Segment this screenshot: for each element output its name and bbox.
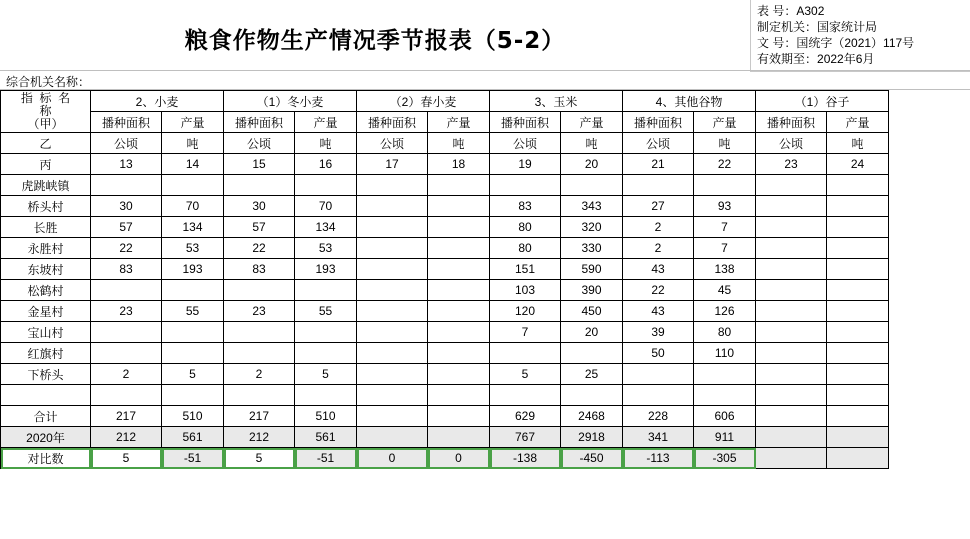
cell[interactable] [91,175,162,196]
subheader-0-0: 播种面积 [91,112,162,133]
cell[interactable]: 7 [694,217,756,238]
unit-cell-9: 吨 [694,133,756,154]
cell[interactable] [756,238,827,259]
cell[interactable]: 55 [295,301,357,322]
unit-cell-11: 吨 [827,133,889,154]
row-label[interactable] [1,385,91,406]
cell[interactable] [357,301,428,322]
cell[interactable]: 510 [295,406,357,427]
cell[interactable]: 43 [623,259,694,280]
cell[interactable] [91,343,162,364]
cell[interactable] [357,217,428,238]
cell[interactable]: 330 [561,238,623,259]
row-label[interactable]: 桥头村 [1,196,91,217]
cell[interactable] [428,280,490,301]
cell[interactable] [428,364,490,385]
row-label[interactable]: 宝山村 [1,322,91,343]
row-label[interactable]: 红旗村 [1,343,91,364]
data-table [0,90,889,469]
cell[interactable] [428,322,490,343]
row-label[interactable]: 长胜 [1,217,91,238]
cell[interactable] [756,343,827,364]
cell[interactable] [827,259,889,280]
cell[interactable]: 27 [623,196,694,217]
cell[interactable]: 23 [91,301,162,322]
subheader-4-0: 播种面积 [623,112,694,133]
cell[interactable]: 590 [561,259,623,280]
cell[interactable]: 22 [91,238,162,259]
cell[interactable]: 193 [162,259,224,280]
cell[interactable]: 30 [224,196,295,217]
cell[interactable] [162,385,224,406]
group-header-0: 2、小麦 [91,91,224,112]
cell[interactable] [428,427,490,448]
cell[interactable] [490,343,561,364]
table-group-header-row [1,91,889,112]
cell[interactable]: 126 [694,301,756,322]
cell[interactable] [428,301,490,322]
subheader-4-1: 产量 [694,112,756,133]
unit-cell-3: 吨 [295,133,357,154]
unit-cell-2: 公顷 [224,133,295,154]
cell[interactable] [357,196,428,217]
cell[interactable] [694,385,756,406]
row-label[interactable]: 2020年 [1,427,91,448]
cell[interactable] [756,427,827,448]
index-cell-2: 15 [224,154,295,175]
cell[interactable]: 23 [224,301,295,322]
table-row[interactable] [1,175,889,196]
cell[interactable] [756,448,827,469]
cell[interactable]: -138 [490,448,561,469]
cell[interactable] [756,322,827,343]
meta-label-0: 表 号： [757,4,797,18]
table-row-total[interactable] [1,406,889,427]
table-row-prev-year[interactable] [1,427,889,448]
cell[interactable]: 2468 [561,406,623,427]
cell[interactable]: 53 [162,238,224,259]
table-row[interactable] [1,259,889,280]
index-cell-3: 16 [295,154,357,175]
cell[interactable] [694,364,756,385]
cell[interactable] [428,175,490,196]
cell[interactable] [224,280,295,301]
meta-row-3 [757,51,966,67]
cell[interactable]: 120 [490,301,561,322]
cell[interactable]: 2 [623,217,694,238]
cell[interactable]: 134 [295,217,357,238]
cell[interactable] [623,364,694,385]
row-label[interactable]: 合计 [1,406,91,427]
row-label[interactable]: 永胜村 [1,238,91,259]
table-row-difference[interactable] [1,448,889,469]
row-label[interactable]: 下桥头 [1,364,91,385]
table-row[interactable] [1,217,889,238]
cell[interactable]: 70 [162,196,224,217]
cell[interactable]: 212 [91,427,162,448]
cell[interactable]: 510 [162,406,224,427]
cell[interactable] [827,322,889,343]
index-cell-4: 17 [357,154,428,175]
stub-header-line2: 称 [39,104,52,118]
cell[interactable] [756,280,827,301]
cell[interactable] [357,175,428,196]
cell[interactable] [428,196,490,217]
cell[interactable]: 93 [694,196,756,217]
cell[interactable]: 911 [694,427,756,448]
cell[interactable]: 80 [694,322,756,343]
cell[interactable] [428,406,490,427]
cell[interactable]: 83 [224,259,295,280]
cell[interactable]: 228 [623,406,694,427]
cell[interactable] [224,343,295,364]
cell[interactable] [428,385,490,406]
cell[interactable]: 217 [91,406,162,427]
cell[interactable] [357,322,428,343]
cell[interactable] [428,343,490,364]
index-cell-11: 24 [827,154,889,175]
cell[interactable]: 629 [490,406,561,427]
cell[interactable] [561,343,623,364]
unit-cell-5: 吨 [428,133,490,154]
table-index-row [1,154,889,175]
cell[interactable]: 390 [561,280,623,301]
cell[interactable]: 22 [623,280,694,301]
cell[interactable]: 55 [162,301,224,322]
cell[interactable] [827,427,889,448]
subheader-1-1: 产量 [295,112,357,133]
index-cell-6: 19 [490,154,561,175]
cell[interactable]: 45 [694,280,756,301]
cell[interactable] [224,385,295,406]
table-row[interactable] [1,343,889,364]
cell[interactable] [357,343,428,364]
cell[interactable]: 217 [224,406,295,427]
subheader-3-1: 产量 [561,112,623,133]
unit-cell-4: 公顷 [357,133,428,154]
cell[interactable]: 5 [162,364,224,385]
cell[interactable] [91,280,162,301]
unit-cell-8: 公顷 [623,133,694,154]
cell[interactable]: 103 [490,280,561,301]
cell[interactable]: -51 [295,448,357,469]
meta-label-2: 文 号： [757,36,797,50]
cell[interactable] [827,343,889,364]
index-cell-1: 14 [162,154,224,175]
row-label[interactable]: 对比数 [1,448,91,469]
cell[interactable]: 50 [623,343,694,364]
cell[interactable] [295,175,357,196]
cell[interactable]: 0 [428,448,490,469]
cell[interactable] [428,238,490,259]
cell[interactable] [295,280,357,301]
subheader-3-0: 播种面积 [490,112,561,133]
cell[interactable] [91,322,162,343]
cell[interactable]: 561 [295,427,357,448]
meta-label-3: 有效期至： [757,52,818,66]
index-cell-7: 20 [561,154,623,175]
table-row[interactable] [1,280,889,301]
cell[interactable]: 20 [561,322,623,343]
cell[interactable] [694,175,756,196]
table-row[interactable] [1,301,889,322]
unit-cell-0: 公顷 [91,133,162,154]
cell[interactable] [224,175,295,196]
cell[interactable] [91,385,162,406]
cell[interactable] [357,238,428,259]
cell[interactable]: 7 [694,238,756,259]
unit-cell-1: 吨 [162,133,224,154]
meta-label-1: 制定机关： [757,20,818,34]
unit-row-label: 乙 [1,133,91,154]
subheader-2-0: 播种面积 [357,112,428,133]
cell[interactable]: 606 [694,406,756,427]
cell[interactable] [295,322,357,343]
meta-value-3: 2022年6月 [817,52,875,66]
cell[interactable]: -51 [162,448,224,469]
cell[interactable] [428,217,490,238]
cell[interactable]: 110 [694,343,756,364]
table-row[interactable] [1,196,889,217]
group-header-4: 4、其他谷物 [623,91,756,112]
report-title: 粮食作物生产情况季节报表（5-2） [184,28,566,54]
cell[interactable]: 39 [623,322,694,343]
cell[interactable]: 80 [490,238,561,259]
cell[interactable] [756,175,827,196]
meta-value-1: 国家统计局 [817,20,878,34]
cell[interactable] [357,280,428,301]
table-unit-row [1,133,889,154]
cell[interactable] [827,217,889,238]
cell[interactable] [827,175,889,196]
cell[interactable] [357,259,428,280]
cell[interactable]: 70 [295,196,357,217]
cell[interactable] [561,385,623,406]
cell[interactable] [827,448,889,469]
cell[interactable]: 2918 [561,427,623,448]
cell[interactable]: 83 [91,259,162,280]
cell[interactable] [756,364,827,385]
cell[interactable]: -450 [561,448,623,469]
org-name-label: 综合机关名称： [6,75,91,89]
cell[interactable] [357,385,428,406]
cell[interactable]: 5 [295,364,357,385]
cell[interactable] [756,385,827,406]
table-subheader-row [1,112,889,133]
cell[interactable]: 5 [490,364,561,385]
cell[interactable] [357,364,428,385]
index-cell-5: 18 [428,154,490,175]
cell[interactable] [827,301,889,322]
subheader-0-1: 产量 [162,112,224,133]
cell[interactable] [827,280,889,301]
row-label[interactable]: 松鹤村 [1,280,91,301]
cell[interactable]: 2 [224,364,295,385]
cell[interactable] [162,322,224,343]
cell[interactable]: 212 [224,427,295,448]
cell[interactable] [827,385,889,406]
index-cell-8: 21 [623,154,694,175]
row-label[interactable]: 金星村 [1,301,91,322]
subheader-5-1: 产量 [827,112,889,133]
cell[interactable]: 2 [91,364,162,385]
table-row[interactable] [1,238,889,259]
cell[interactable] [623,175,694,196]
cell[interactable] [357,406,428,427]
cell[interactable] [224,322,295,343]
table-row[interactable] [1,322,889,343]
cell[interactable] [756,301,827,322]
meta-row-1 [757,19,966,35]
meta-row-0 [757,3,966,19]
subheader-1-0: 播种面积 [224,112,295,133]
unit-cell-7: 吨 [561,133,623,154]
cell[interactable]: 57 [224,217,295,238]
cell[interactable]: 561 [162,427,224,448]
table-row[interactable] [1,364,889,385]
cell[interactable] [490,175,561,196]
cell[interactable]: 43 [623,301,694,322]
cell[interactable]: 343 [561,196,623,217]
cell[interactable] [490,385,561,406]
index-row-label: 丙 [1,154,91,175]
cell[interactable] [827,196,889,217]
cell[interactable]: 767 [490,427,561,448]
cell[interactable]: 151 [490,259,561,280]
subheader-5-0: 播种面积 [756,112,827,133]
stub-header-line3: （甲） [27,117,64,131]
cell[interactable] [756,196,827,217]
cell[interactable]: 0 [357,448,428,469]
row-label[interactable]: 东坡村 [1,259,91,280]
cell[interactable]: 30 [91,196,162,217]
cell[interactable]: 57 [91,217,162,238]
cell[interactable] [295,385,357,406]
meta-value-2: 国统字（2021）117号 [796,36,915,50]
group-header-5: （1）谷子 [756,91,889,112]
cell[interactable] [756,259,827,280]
cell[interactable] [756,217,827,238]
meta-value-0: A302 [796,4,825,18]
report-meta-block [750,0,970,72]
cell[interactable]: 320 [561,217,623,238]
cell[interactable]: 25 [561,364,623,385]
row-label[interactable]: 虎跳峡镇 [1,175,91,196]
cell[interactable] [561,175,623,196]
cell[interactable]: 2 [623,238,694,259]
cell[interactable]: 5 [224,448,295,469]
cell[interactable]: 138 [694,259,756,280]
cell[interactable]: 341 [623,427,694,448]
unit-cell-10: 公顷 [756,133,827,154]
cell[interactable]: 22 [224,238,295,259]
cell[interactable] [827,238,889,259]
index-cell-9: 22 [694,154,756,175]
cell[interactable]: -113 [623,448,694,469]
cell[interactable] [162,280,224,301]
cell[interactable]: 83 [490,196,561,217]
cell[interactable] [827,406,889,427]
cell[interactable]: 450 [561,301,623,322]
cell[interactable] [827,364,889,385]
stub-header-line1: 指 标 名 [20,91,71,105]
cell[interactable] [756,406,827,427]
cell[interactable]: 5 [91,448,162,469]
cell[interactable]: -305 [694,448,756,469]
cell[interactable] [357,427,428,448]
group-header-1: （1）冬小麦 [224,91,357,112]
stub-header-cell [1,91,91,133]
cell[interactable]: 80 [490,217,561,238]
cell[interactable]: 134 [162,217,224,238]
meta-row-2 [757,35,966,51]
index-cell-0: 13 [91,154,162,175]
table-row[interactable] [1,385,889,406]
cell[interactable] [162,343,224,364]
cell[interactable]: 7 [490,322,561,343]
subheader-2-1: 产量 [428,112,490,133]
cell[interactable]: 193 [295,259,357,280]
group-header-2: （2）春小麦 [357,91,490,112]
cell[interactable] [428,259,490,280]
cell[interactable] [295,343,357,364]
cell[interactable] [623,385,694,406]
cell[interactable] [162,175,224,196]
org-name-row [0,70,970,90]
index-cell-10: 23 [756,154,827,175]
cell[interactable]: 53 [295,238,357,259]
group-header-3: 3、玉米 [490,91,623,112]
unit-cell-6: 公顷 [490,133,561,154]
